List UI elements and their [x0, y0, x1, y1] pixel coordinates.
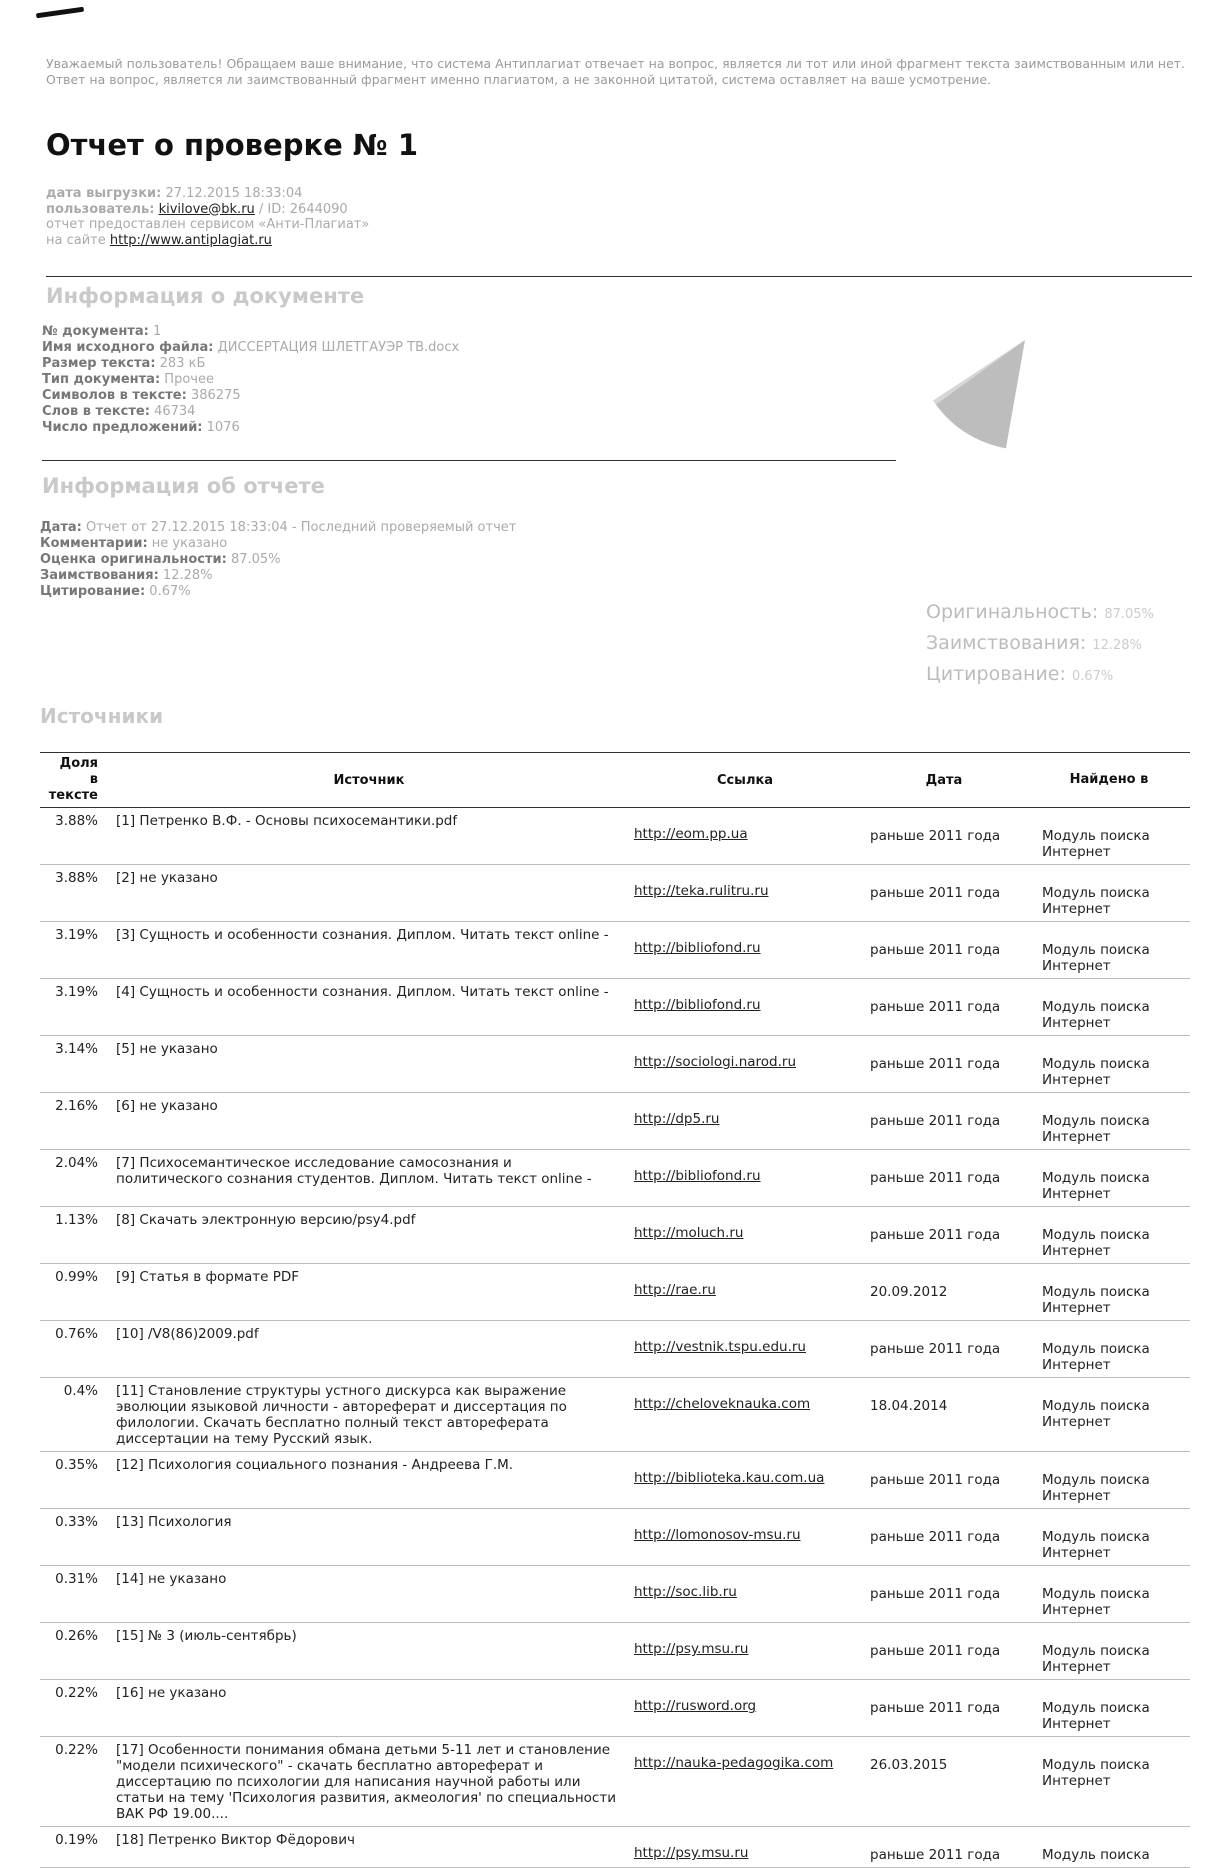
table-row — [40, 865, 1190, 922]
info-field-label: Символов в тексте: — [42, 388, 187, 403]
source-link[interactable]: http://rae.ru — [634, 1282, 716, 1298]
info-field-value: 1076 — [206, 420, 240, 435]
link-cell[interactable] — [630, 1737, 860, 1826]
provided-by: отчет предоставлен сервисом «Анти-Плагиат» — [46, 217, 370, 232]
source-cell: [5] не указано — [116, 1041, 218, 1057]
share-cell: 0.26% — [55, 1628, 98, 1644]
table-row — [40, 922, 1190, 979]
source-link[interactable]: http://bibliofond.ru — [634, 940, 761, 956]
source-cell: [7] Психосемантическое исследование самосознания и политического сознания студентов. Диплом. Читать текст online - — [116, 1155, 592, 1187]
info-field-label: Заимствования: — [40, 568, 159, 583]
col-share: Доля в тексте — [48, 756, 98, 803]
link-cell[interactable] — [630, 1680, 860, 1736]
info-field — [42, 356, 459, 372]
upload-label: дата выгрузки: — [46, 186, 162, 201]
info-field — [42, 388, 459, 404]
date-cell: раньше 2011 года — [870, 885, 1001, 901]
user-email-link[interactable]: kivilove@bk.ru — [158, 201, 255, 217]
table-row — [40, 1827, 1190, 1868]
chart-legend — [926, 598, 1154, 691]
info-field — [40, 584, 516, 600]
table-row — [40, 1509, 1190, 1566]
report-info-list — [40, 520, 516, 600]
source-cell: [13] Психология — [116, 1514, 232, 1530]
table-row — [40, 1452, 1190, 1509]
source-cell: [11] Становление структуры устного дискурса как выражение эволюции языковой личности - автореферат и диссертация по филологии. Скачать бесплатно полный текст автореферата диссертации на тему Русский язык. — [116, 1383, 567, 1447]
table-row — [40, 1321, 1190, 1378]
found-cell: Модуль поиска Интернет — [1042, 1284, 1150, 1316]
col-found: Найдено в — [1069, 772, 1149, 787]
table-body — [40, 808, 1190, 1868]
found-cell: Модуль поиска Интернет — [1042, 828, 1150, 860]
info-field-label: № документа: — [42, 324, 149, 339]
col-source: Источник — [333, 772, 405, 788]
date-cell: раньше 2011 года — [870, 1847, 1001, 1863]
found-cell: Модуль поиска Интернет — [1042, 999, 1150, 1031]
date-cell: раньше 2011 года — [870, 999, 1001, 1015]
table-row — [40, 1207, 1190, 1264]
info-field — [40, 568, 516, 584]
link-cell[interactable] — [630, 1509, 860, 1565]
site-link[interactable]: http://www.antiplagiat.ru — [109, 232, 272, 248]
source-link[interactable]: http://dp5.ru — [634, 1111, 720, 1127]
link-cell[interactable] — [630, 1452, 860, 1508]
found-cell: Модуль поиска Интернет — [1042, 1227, 1150, 1259]
link-cell[interactable] — [630, 865, 860, 921]
table-row — [40, 1036, 1190, 1093]
share-cell: 3.88% — [55, 870, 98, 886]
date-cell: 26.03.2015 — [870, 1757, 948, 1773]
share-cell: 2.16% — [55, 1098, 98, 1114]
source-cell: [3] Сущность и особенности сознания. Диплом. Читать текст online - — [116, 927, 609, 943]
link-cell[interactable] — [630, 979, 860, 1035]
share-cell: 0.35% — [55, 1457, 98, 1473]
date-cell: раньше 2011 года — [870, 1529, 1001, 1545]
table-row — [40, 1566, 1190, 1623]
share-cell: 0.4% — [63, 1383, 98, 1399]
sources-heading: Источники — [40, 704, 164, 728]
info-field-value: 87.05% — [230, 552, 281, 567]
found-cell: Модуль поиска Интернет — [1042, 1113, 1150, 1145]
source-cell: [17] Особенности понимания обмана детьми 5-11 лет и становление "модели психического" - скачать бесплатно автореферат и диссертацию по психологии для написания научной работы или статьи на тему 'Психология развития, акмеология' по специальности ВАК РФ 19.00.... — [116, 1742, 616, 1822]
legend-value: 12.28% — [1092, 638, 1142, 653]
share-cell: 0.22% — [55, 1742, 98, 1758]
legend-label: Цитирование: — [926, 663, 1066, 685]
source-cell: [12] Психология социального познания - Андреева Г.М. — [116, 1457, 514, 1473]
source-cell: [14] не указано — [116, 1571, 227, 1587]
found-cell: Модуль поиска Интернет — [1042, 1056, 1150, 1088]
info-field-label: Имя исходного файла: — [42, 340, 214, 355]
scan-mark — [36, 7, 84, 19]
legend-label: Заимствования: — [926, 632, 1087, 654]
info-field-label: Оценка оригинальности: — [40, 552, 227, 567]
found-cell: Модуль поиска Интернет — [1042, 1170, 1150, 1202]
link-cell[interactable] — [630, 1378, 860, 1451]
info-field — [40, 536, 516, 552]
info-field-value: 0.67% — [149, 584, 191, 599]
info-field — [42, 324, 459, 340]
table-row — [40, 1378, 1190, 1452]
info-field-value: не указано — [151, 536, 228, 551]
col-date: Дата — [925, 772, 963, 788]
info-field — [42, 420, 459, 436]
info-field-label: Слов в тексте: — [42, 404, 150, 419]
table-header — [40, 752, 1190, 808]
found-cell: Модуль поиска Интернет — [1042, 1700, 1150, 1732]
date-cell: 18.04.2014 — [870, 1398, 948, 1414]
source-link[interactable]: http://biblioteka.kau.com.ua — [634, 1470, 825, 1486]
date-cell: раньше 2011 года — [870, 1056, 1001, 1072]
source-link[interactable]: http://cheloveknauka.com — [634, 1396, 811, 1412]
info-field — [42, 404, 459, 420]
link-cell[interactable] — [630, 1566, 860, 1622]
legend-entry — [926, 629, 1154, 660]
info-field-label: Число предложений: — [42, 420, 203, 435]
source-cell: [6] не указано — [116, 1098, 218, 1114]
report-info-heading: Информация об отчете — [42, 474, 325, 498]
doc-info-heading: Информация о документе — [46, 284, 365, 308]
link-cell[interactable] — [630, 1321, 860, 1377]
info-field-label: Комментарии: — [40, 536, 148, 551]
table-row — [40, 808, 1190, 865]
date-cell: раньше 2011 года — [870, 1113, 1001, 1129]
source-cell: [18] Петренко Виктор Фёдорович — [116, 1832, 355, 1848]
date-cell: раньше 2011 года — [870, 1643, 1001, 1659]
legend-value: 0.67% — [1071, 669, 1114, 684]
found-cell: Модуль поиска Интернет — [1042, 1398, 1150, 1430]
notice-text: Уважаемый пользователь! Обращаем ваше внимание, что система Антиплагиат отвечает на вопрос, является ли тот или иной фрагмент текста заимствованным или нет. Ответ на вопрос, является ли заимствованный фрагмент именно плагиатом, а не законной цитатой, система оставляет на ваше усмотрение. — [46, 56, 1186, 87]
divider — [42, 460, 896, 461]
info-field-label: Цитирование: — [40, 584, 146, 599]
found-cell: Модуль поиска Интернет — [1042, 1529, 1150, 1561]
found-cell: Модуль поиска Интернет — [1042, 885, 1150, 917]
share-cell: 0.19% — [55, 1832, 98, 1848]
table-row — [40, 1264, 1190, 1321]
page-title: Отчет о проверке № 1 — [46, 128, 419, 162]
source-link[interactable]: http://soc.lib.ru — [634, 1584, 737, 1600]
found-cell: Модуль поиска — [1042, 1847, 1150, 1863]
table-row — [40, 1737, 1190, 1827]
info-field — [42, 372, 459, 388]
source-link[interactable]: http://teka.rulitru.ru — [634, 883, 769, 899]
link-cell[interactable] — [630, 1207, 860, 1263]
originality-pie-chart — [905, 330, 1055, 470]
source-cell: [1] Петренко В.Ф. - Основы психосемантики.pdf — [116, 813, 458, 829]
legend-entry — [926, 660, 1154, 691]
source-link[interactable]: http://nauka-pedagogika.com — [634, 1755, 834, 1771]
table-row — [40, 1150, 1190, 1207]
info-field-value: Отчет от 27.12.2015 18:33:04 - Последний проверяемый отчет — [86, 520, 517, 535]
link-cell[interactable] — [630, 1150, 860, 1206]
source-cell: [10] /V8(86)2009.pdf — [116, 1326, 259, 1342]
date-cell: раньше 2011 года — [870, 1700, 1001, 1716]
divider — [46, 276, 1192, 277]
share-cell: 3.14% — [55, 1041, 98, 1057]
info-field-value: 386275 — [190, 388, 241, 403]
found-cell: Модуль поиска Интернет — [1042, 1472, 1150, 1504]
share-cell: 1.13% — [55, 1212, 98, 1228]
source-link[interactable]: http://psy.msu.ru — [634, 1641, 749, 1657]
source-link[interactable]: http://eom.pp.ua — [634, 826, 748, 842]
source-link[interactable]: http://sociologi.narod.ru — [634, 1054, 797, 1070]
table-row — [40, 979, 1190, 1036]
source-link[interactable]: http://lomonosov-msu.ru — [634, 1527, 801, 1543]
source-link[interactable]: http://moluch.ru — [634, 1225, 744, 1241]
info-field-value: 46734 — [154, 404, 196, 419]
source-cell: [9] Статья в формате PDF — [116, 1269, 300, 1285]
info-field-value: 1 — [152, 324, 162, 339]
user-label: пользователь: — [46, 201, 155, 217]
date-cell: раньше 2011 года — [870, 828, 1001, 844]
found-cell: Модуль поиска Интернет — [1042, 1643, 1150, 1675]
found-cell: Модуль поиска Интернет — [1042, 1341, 1150, 1373]
date-cell: раньше 2011 года — [870, 1341, 1001, 1357]
source-cell: [4] Сущность и особенности сознания. Диплом. Читать текст online - — [116, 984, 609, 1000]
date-cell: раньше 2011 года — [870, 942, 1001, 958]
upload-value: 27.12.2015 18:33:04 — [165, 186, 303, 201]
link-cell[interactable] — [630, 922, 860, 978]
info-field — [40, 520, 516, 536]
source-link[interactable]: http://psy.msu.ru — [634, 1845, 749, 1861]
link-cell[interactable] — [630, 808, 860, 864]
info-field-label: Дата: — [40, 520, 82, 535]
share-cell: 0.22% — [55, 1685, 98, 1701]
table-row — [40, 1680, 1190, 1737]
found-cell: Модуль поиска Интернет — [1042, 1757, 1150, 1789]
source-cell: [2] не указано — [116, 870, 218, 886]
share-cell: 3.88% — [55, 813, 98, 829]
share-cell: 3.19% — [55, 984, 98, 1000]
info-field-label: Тип документа: — [42, 372, 161, 387]
link-cell[interactable] — [630, 1036, 860, 1092]
source-link[interactable]: http://rusword.org — [634, 1698, 757, 1714]
share-cell: 0.33% — [55, 1514, 98, 1530]
source-link[interactable]: http://vestnik.tspu.edu.ru — [634, 1339, 806, 1355]
legend-value: 87.05% — [1104, 607, 1154, 622]
info-field-value: Прочее — [164, 372, 214, 387]
info-field-value: 283 кБ — [159, 356, 206, 371]
found-cell: Модуль поиска Интернет — [1042, 942, 1150, 974]
source-cell: [15] № 3 (июль-сентябрь) — [116, 1628, 297, 1644]
source-cell: [16] не указано — [116, 1685, 227, 1701]
info-field — [40, 552, 516, 568]
doc-info-list — [42, 324, 459, 436]
date-cell: раньше 2011 года — [870, 1170, 1001, 1186]
source-link[interactable]: http://bibliofond.ru — [634, 1168, 761, 1184]
share-cell: 3.19% — [55, 927, 98, 943]
table-row — [40, 1623, 1190, 1680]
legend-label: Оригинальность: — [926, 601, 1099, 623]
legend-entry — [926, 598, 1154, 629]
link-cell[interactable] — [630, 1093, 860, 1149]
source-link[interactable]: http://bibliofond.ru — [634, 997, 761, 1013]
site-label: на сайте — [46, 232, 106, 248]
share-cell: 0.99% — [55, 1269, 98, 1285]
info-field — [42, 340, 459, 356]
report-meta — [46, 186, 369, 248]
share-cell: 0.76% — [55, 1326, 98, 1342]
info-field-value: ДИССЕРТАЦИЯ ШЛЕТГАУЭР ТВ.docx — [217, 340, 460, 355]
link-cell[interactable] — [630, 1827, 860, 1867]
found-cell: Модуль поиска Интернет — [1042, 1586, 1150, 1618]
table-row — [40, 1093, 1190, 1150]
date-cell: 20.09.2012 — [870, 1284, 948, 1300]
link-cell[interactable] — [630, 1623, 860, 1679]
source-cell: [8] Скачать электронную версию/psy4.pdf — [116, 1212, 416, 1228]
col-link: Ссылка — [716, 772, 774, 788]
share-cell: 0.31% — [55, 1571, 98, 1587]
share-cell: 2.04% — [55, 1155, 98, 1171]
date-cell: раньше 2011 года — [870, 1472, 1001, 1488]
sources-table — [40, 752, 1190, 1868]
user-id: / ID: 2644090 — [258, 201, 348, 217]
date-cell: раньше 2011 года — [870, 1586, 1001, 1602]
link-cell[interactable] — [630, 1264, 860, 1320]
date-cell: раньше 2011 года — [870, 1227, 1001, 1243]
info-field-value: 12.28% — [162, 568, 213, 583]
info-field-label: Размер текста: — [42, 356, 156, 371]
